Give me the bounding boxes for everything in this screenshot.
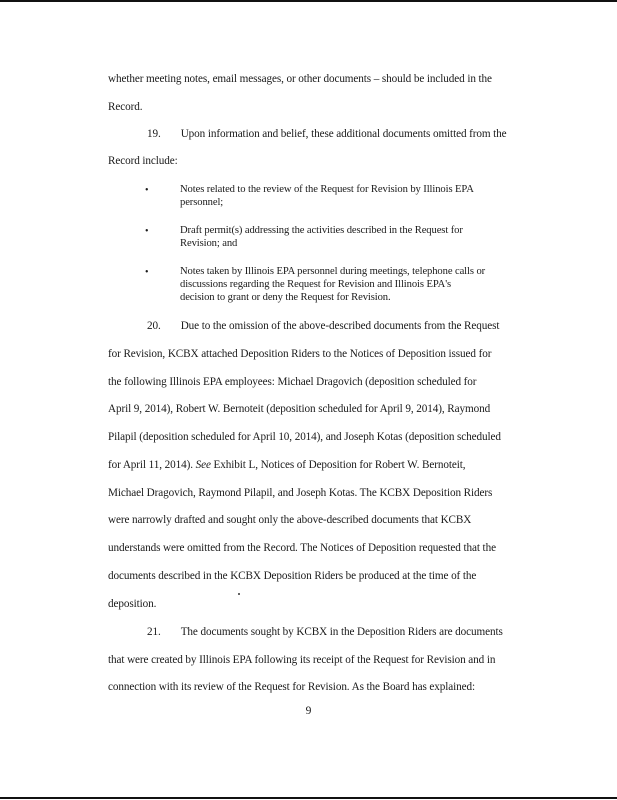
bullet-icon: • <box>145 185 149 196</box>
text-line: understands were omitted from the Record. The Notices of Deposition requested that the <box>108 542 496 554</box>
text-run: for April 11, 2014). <box>108 459 196 471</box>
page-number: 9 <box>305 705 312 717</box>
text-line: were narrowly drafted and sought only the above-described documents that KCBX <box>108 514 472 526</box>
paragraph-20 <box>147 320 499 332</box>
bottom-border-line <box>0 797 617 799</box>
text-line: documents described in the KCBX Deposition Riders be produced at the time of the <box>108 570 477 582</box>
list-item-text: decision to grant or deny the Request for Revision. <box>180 292 391 303</box>
text-line: Record. <box>108 101 143 113</box>
text-line: Michael Dragovich, Raymond Pilapil, and Joseph Kotas. The KCBX Deposition Riders <box>108 487 493 499</box>
paragraph-19 <box>147 128 507 140</box>
list-item-text: Notes related to the review of the Request for Revision by Illinois EPA <box>180 184 474 195</box>
text-line <box>108 459 465 471</box>
top-border-line <box>0 0 617 2</box>
list-item-text: personnel; <box>180 197 224 208</box>
text-line: whether meeting notes, email messages, or other documents – should be included in the <box>108 73 492 85</box>
paragraph-number: 20. <box>147 320 161 332</box>
scan-speck <box>238 593 240 595</box>
text-line: April 9, 2014), Robert W. Bernoteit (deposition scheduled for April 9, 2014), Raymond <box>108 403 491 415</box>
text-line: deposition. <box>108 598 157 610</box>
paragraph-number: 19. <box>147 128 161 140</box>
paragraph-21 <box>147 626 503 638</box>
list-item-text: Revision; and <box>180 238 238 249</box>
paragraph-number: 21. <box>147 626 161 638</box>
text-line: for Revision, KCBX attached Deposition Riders to the Notices of Deposition issued for <box>108 348 492 360</box>
text-line: Record include: <box>108 155 178 167</box>
list-item-text: Notes taken by Illinois EPA personnel during meetings, telephone calls or <box>180 266 486 277</box>
text-line: Upon information and belief, these additional documents omitted from the <box>180 128 507 140</box>
list-item-text: Draft permit(s) addressing the activities described in the Request for <box>180 225 463 236</box>
text-line: that were created by Illinois EPA following its receipt of the Request for Revision and in <box>108 654 496 666</box>
bullet-icon: • <box>145 267 149 278</box>
text-run: Exhibit L, Notices of Deposition for Robert W. Bernoteit, <box>210 459 466 471</box>
text-line: The documents sought by KCBX in the Deposition Riders are documents <box>180 626 503 638</box>
text-line: Pilapil (deposition scheduled for April 10, 2014), and Joseph Kotas (deposition scheduled <box>108 431 501 443</box>
list-item-text: discussions regarding the Request for Revision and Illinois EPA's <box>180 279 452 290</box>
text-line: connection with its review of the Request for Revision. As the Board has explained: <box>108 681 476 693</box>
bullet-icon: • <box>145 226 149 237</box>
text-line: Due to the omission of the above-described documents from the Request <box>180 320 500 332</box>
text-line: the following Illinois EPA employees: Michael Dragovich (deposition scheduled for <box>108 376 477 388</box>
citation-signal: See <box>195 459 211 471</box>
